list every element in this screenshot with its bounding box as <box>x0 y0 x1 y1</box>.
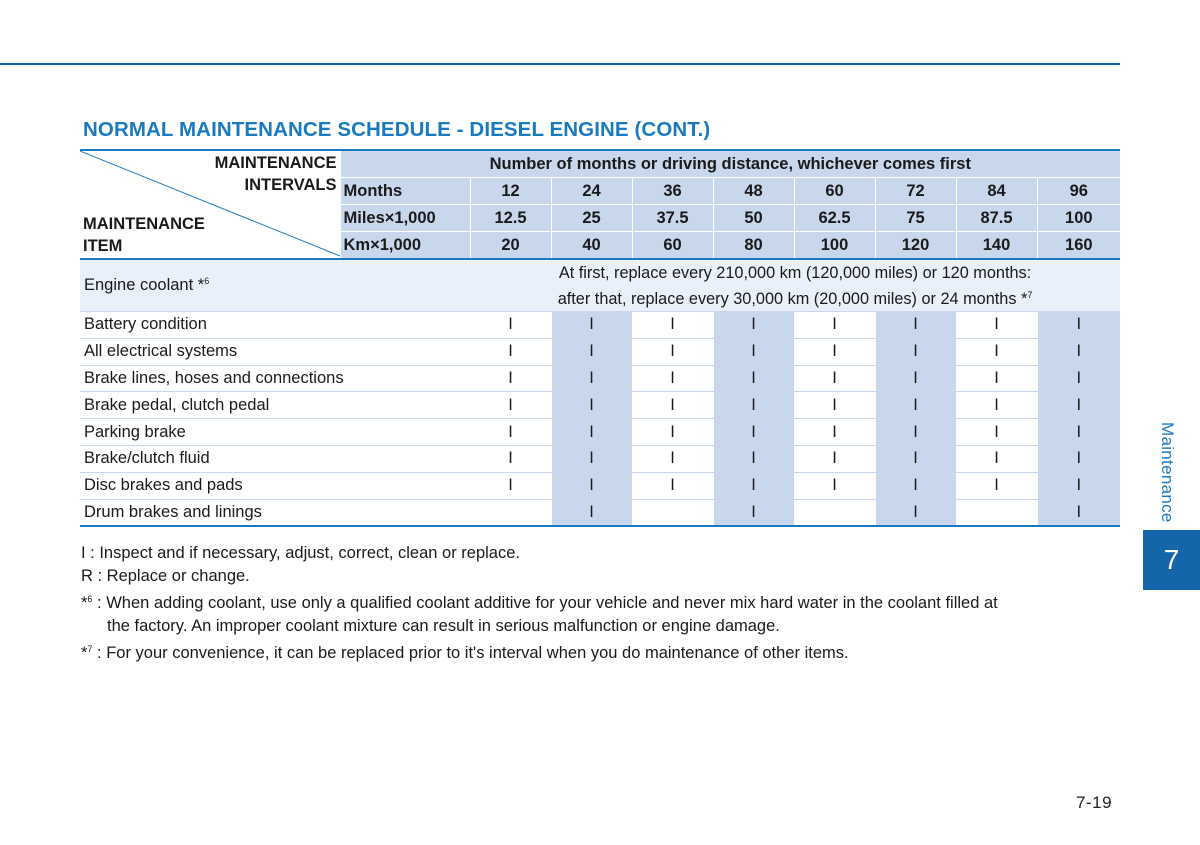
row-item-label: Parking brake <box>80 419 470 446</box>
row-interval-cell: I <box>551 499 632 526</box>
row-item-label <box>80 259 470 312</box>
row-interval-cell: I <box>794 312 875 339</box>
row-interval-cell: I <box>470 419 551 446</box>
header-label: Months <box>340 178 470 205</box>
row-item-label: Disc brakes and pads <box>80 472 470 499</box>
top-rule <box>0 63 1120 65</box>
table-row <box>80 472 1120 499</box>
row-interval-cell: I <box>470 392 551 419</box>
note6-sup: 6 <box>87 594 93 604</box>
row-item-label: Drum brakes and linings <box>80 499 470 526</box>
row-interval-cell: I <box>1037 445 1120 472</box>
row-interval-cell: I <box>956 338 1037 365</box>
header-value: 160 <box>1037 232 1120 260</box>
table-row <box>80 392 1120 419</box>
note6-line1: : When adding coolant, use only a qualified coolant additive for your vehicle and never mix hard water in the coolant filled at <box>92 594 998 612</box>
legend-inspect: I : Inspect and if necessary, adjust, correct, clean or replace. <box>81 544 520 562</box>
row-interval-cell <box>632 499 713 526</box>
note7-sup: 7 <box>87 644 93 654</box>
header-value: 72 <box>875 178 956 205</box>
row-interval-cell <box>470 499 551 526</box>
row-interval-cell: I <box>470 338 551 365</box>
header-value: 25 <box>551 205 632 232</box>
row-interval-cell: I <box>956 392 1037 419</box>
table-row <box>80 445 1120 472</box>
row-interval-cell: I <box>470 365 551 392</box>
chapter-side-label: Maintenance <box>1158 422 1177 523</box>
legend-note7 <box>81 638 1111 665</box>
header-value: 36 <box>632 178 713 205</box>
header-value: 20 <box>470 232 551 260</box>
row-interval-cell: I <box>713 419 794 446</box>
note6-mark: * <box>81 594 88 612</box>
row-interval-cell: I <box>875 499 956 526</box>
row-interval-cell <box>956 499 1037 526</box>
header-value: 12.5 <box>470 205 551 232</box>
chapter-tab: 7 <box>1143 530 1200 590</box>
header-value: 37.5 <box>632 205 713 232</box>
row-interval-cell: I <box>632 445 713 472</box>
row-interval-cell: I <box>794 472 875 499</box>
coolant-note-line2-wrap <box>470 284 1120 310</box>
row-interval-cell: I <box>1037 392 1120 419</box>
row-item-label: Brake/clutch fluid <box>80 445 470 472</box>
row-interval-cell: I <box>632 365 713 392</box>
table-row <box>80 312 1120 339</box>
row-interval-cell: I <box>875 338 956 365</box>
row-interval-cell: I <box>875 445 956 472</box>
header-value: 62.5 <box>794 205 875 232</box>
legend-note6-cont: the factory. An improper coolant mixture can result in serious malfunction or engine damage. <box>107 617 780 635</box>
row-interval-cell: I <box>1037 499 1120 526</box>
corner-cell <box>80 150 340 259</box>
header-value: 84 <box>956 178 1037 205</box>
row-interval-cell: I <box>632 312 713 339</box>
coolant-note <box>470 259 1120 312</box>
row-interval-cell: I <box>1037 338 1120 365</box>
legend <box>81 542 1111 665</box>
row-interval-cell: I <box>713 499 794 526</box>
row-interval-cell: I <box>551 419 632 446</box>
row-interval-cell: I <box>794 392 875 419</box>
legend-note6 <box>81 588 1111 615</box>
header-value: 96 <box>1037 178 1120 205</box>
row-interval-cell: I <box>713 392 794 419</box>
row-item-label: All electrical systems <box>80 338 470 365</box>
row-interval-cell: I <box>551 472 632 499</box>
row-interval-cell: I <box>875 365 956 392</box>
row-interval-cell: I <box>1037 419 1120 446</box>
row-item-label: Brake lines, hoses and connections <box>80 365 470 392</box>
coolant-note-line2: after that, replace every 30,000 km (20,000 miles) or 24 months * <box>557 289 1028 308</box>
corner-intervals-line2: INTERVALS <box>244 176 337 194</box>
coolant-note-footnote: 7 <box>1027 289 1033 300</box>
note7-mark: * <box>81 644 88 662</box>
table-row <box>80 499 1120 526</box>
row-interval-cell: I <box>470 445 551 472</box>
schedule-rows <box>80 312 1120 527</box>
row-interval-cell: I <box>713 445 794 472</box>
row-interval-cell: I <box>956 472 1037 499</box>
row-interval-cell: I <box>470 312 551 339</box>
row-interval-cell: I <box>1037 472 1120 499</box>
header-value: 12 <box>470 178 551 205</box>
header-value: 87.5 <box>956 205 1037 232</box>
row-interval-cell: I <box>632 472 713 499</box>
row-interval-cell: I <box>551 365 632 392</box>
row-item-label: Brake pedal, clutch pedal <box>80 392 470 419</box>
row-interval-cell: I <box>875 419 956 446</box>
row-interval-cell: I <box>713 365 794 392</box>
row-interval-cell: I <box>875 312 956 339</box>
header-value: 60 <box>794 178 875 205</box>
table-row <box>80 365 1120 392</box>
row-interval-cell: I <box>794 365 875 392</box>
table-row-engine-coolant <box>80 259 1120 312</box>
row-interval-cell: I <box>632 419 713 446</box>
row-interval-cell: I <box>956 419 1037 446</box>
legend-replace: R : Replace or change. <box>81 567 250 585</box>
header-value: 48 <box>713 178 794 205</box>
row-interval-cell: I <box>956 445 1037 472</box>
coolant-note-line1: At first, replace every 210,000 km (120,000 miles) or 120 months: <box>558 263 1032 282</box>
header-value: 140 <box>956 232 1037 260</box>
corner-item-line2: ITEM <box>83 237 123 255</box>
header-value: 120 <box>875 232 956 260</box>
row-interval-cell: I <box>956 312 1037 339</box>
header-value: 24 <box>551 178 632 205</box>
row-interval-cell: I <box>632 392 713 419</box>
row-interval-cell: I <box>713 472 794 499</box>
row-interval-cell: I <box>632 338 713 365</box>
note7-line1: : For your convenience, it can be replaced prior to it's interval when you do maintenance of other items. <box>92 644 849 662</box>
row-interval-cell: I <box>1037 312 1120 339</box>
header-value: 100 <box>794 232 875 260</box>
row-interval-cell: I <box>794 338 875 365</box>
corner-item-line1: MAINTENANCE <box>83 215 205 233</box>
row-interval-cell: I <box>551 445 632 472</box>
row-interval-cell: I <box>470 472 551 499</box>
row-interval-cell: I <box>956 365 1037 392</box>
table-row <box>80 338 1120 365</box>
header-value: 50 <box>713 205 794 232</box>
row-interval-cell <box>794 499 875 526</box>
header-value: 75 <box>875 205 956 232</box>
row-interval-cell: I <box>794 445 875 472</box>
row-item-label: Battery condition <box>80 312 470 339</box>
page-title: NORMAL MAINTENANCE SCHEDULE - DIESEL ENGINE (CONT.) <box>83 118 711 141</box>
row-interval-cell: I <box>551 392 632 419</box>
coolant-item-footnote: 6 <box>204 276 210 286</box>
header-label: Km×1,000 <box>340 232 470 260</box>
header-span-label: Number of months or driving distance, whichever comes first <box>340 150 1120 178</box>
row-interval-cell: I <box>1037 365 1120 392</box>
row-interval-cell: I <box>713 312 794 339</box>
row-interval-cell: I <box>551 338 632 365</box>
row-interval-cell: I <box>875 392 956 419</box>
row-interval-cell: I <box>875 472 956 499</box>
header-value: 100 <box>1037 205 1120 232</box>
header-value: 60 <box>632 232 713 260</box>
row-interval-cell: I <box>794 419 875 446</box>
header-value: 80 <box>713 232 794 260</box>
coolant-item-text: Engine coolant * <box>84 276 205 294</box>
header-row-span <box>80 150 1120 178</box>
maintenance-schedule-table <box>80 149 1120 527</box>
row-interval-cell: I <box>713 338 794 365</box>
header-label: Miles×1,000 <box>340 205 470 232</box>
table-row <box>80 419 1120 446</box>
header-value: 40 <box>551 232 632 260</box>
row-interval-cell: I <box>551 312 632 339</box>
corner-intervals-line1: MAINTENANCE <box>214 154 337 172</box>
page-number: 7-19 <box>1076 793 1113 812</box>
